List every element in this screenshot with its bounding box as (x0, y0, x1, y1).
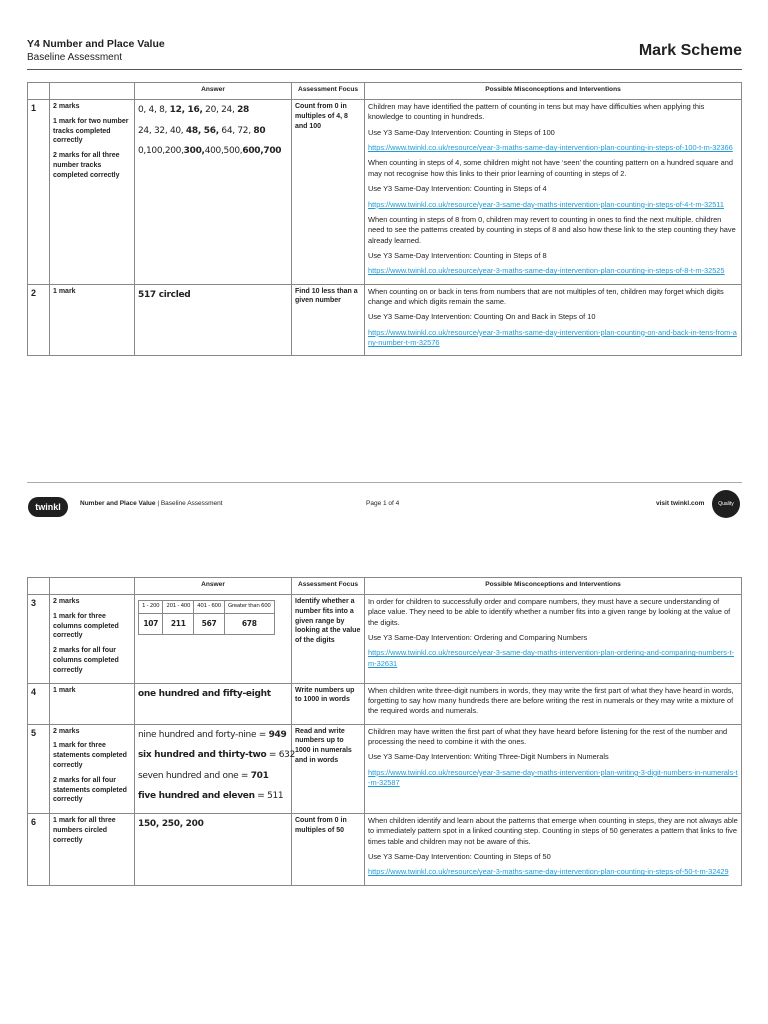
answer-segment: 400,500, (204, 146, 243, 157)
question-number: 1 (28, 100, 50, 285)
answer-line (138, 289, 288, 302)
misconceptions-cell (365, 100, 742, 285)
answer-segment: 48, 56, (185, 125, 219, 136)
misconceptions-cell (365, 683, 742, 724)
misconception-paragraph: Use Y3 Same-Day Intervention: Writing Three-Digit Numbers in Numerals (368, 752, 609, 762)
answer-segment: 24, 32, 40, (138, 125, 186, 136)
misconception-paragraph: When children write three-digit numbers in words, they may write the first part of what they have heard in words, forgetting to say how many hundreds there are before writing the rest in numerals or they may write a mixture of the required words and numerals. (368, 685, 734, 716)
misconceptions-cell (365, 724, 742, 813)
answer-column-header: Answer (135, 578, 292, 595)
intervention-link-paragraph (368, 328, 738, 349)
misconception-paragraph: Children may have written the first part of what they have heard before listening for the rest of the number and processing the need to combine it with the ones. (368, 726, 728, 747)
answer-segment: seven hundred and one = (138, 770, 251, 781)
answer-line (138, 125, 288, 138)
intervention-link-paragraph (368, 200, 738, 210)
question-row-6 (28, 814, 742, 886)
range-table (138, 600, 275, 635)
answer-segment: 150, 250, 200 (138, 819, 204, 830)
intervention-link-paragraph (368, 266, 738, 276)
marks-cell (50, 683, 135, 724)
answer-cell (135, 595, 292, 684)
focus-column-header: Assessment Focus (292, 578, 365, 595)
marks-text: 2 marks for all three number tracks completed correctly (53, 152, 120, 179)
misconception-paragraph: Use Y3 Same-Day Intervention: Ordering and Comparing Numbers (368, 633, 588, 643)
question-row-2 (28, 284, 742, 356)
question-row-1 (28, 100, 742, 285)
intervention-link[interactable]: https://www.twinkl.co.uk/resource/year-3-same-day-maths-intervention-plan-counting-in-steps-of-4-t-m-32511 (368, 199, 724, 209)
marks-cell (50, 100, 135, 285)
misconception-paragraph: Use Y3 Same-Day Intervention: Counting in Steps of 4 (368, 184, 547, 194)
misconceptions-column-header: Possible Misconceptions and Interventions (365, 83, 742, 100)
answer-line (138, 818, 288, 831)
answer-cell (135, 683, 292, 724)
answer-segment: 64, 72, (218, 125, 254, 136)
question-number: 5 (28, 724, 50, 813)
answer-cell (135, 284, 292, 356)
document-subtitle: Baseline Assessment (27, 52, 123, 63)
range-header: Greater than 600 (224, 601, 274, 614)
answer-segment: 517 circled (138, 289, 191, 300)
marks-text: 1 mark (53, 686, 76, 694)
intervention-link[interactable]: https://www.twinkl.co.uk/resource/year-3-maths-same-day-intervention-plan-counting-on-and-back-in-tens-from-any-number-t-m-32576 (368, 327, 737, 348)
misconceptions-column-header: Possible Misconceptions and Interventions (365, 578, 742, 595)
answer-cell (135, 724, 296, 813)
answer-segment: 80 (253, 125, 266, 136)
intervention-link[interactable]: https://www.twinkl.co.uk/resource/year-3-same-day-maths-intervention-plan-ordering-and-comparing-numbers-t-m-32631 (368, 648, 734, 668)
table-header-row (28, 83, 742, 100)
intervention-link-paragraph (368, 768, 738, 789)
header-divider (27, 69, 742, 70)
misconception-paragraph: Children may have identified the pattern of counting in tens but may have difficulties when applying this knowledge to counting in hundreds. (368, 102, 705, 122)
assessment-focus: Count from 0 in multiples of 4, 8 and 100 (292, 100, 365, 285)
assessment-focus: Write numbers up to 1000 in words (292, 683, 365, 724)
assessment-focus: Read and write numbers up to 1000 in numerals and in words (292, 724, 365, 813)
marks-cell (50, 724, 135, 813)
footer-page-number: Page 1 of 4 (366, 500, 400, 507)
answer-line (138, 790, 288, 803)
answer-segment: 0, 4, 8, (138, 105, 170, 115)
question-number: 2 (28, 284, 50, 356)
question-row-5 (28, 724, 742, 813)
range-header: 201 - 400 (163, 601, 194, 614)
marks-text: 1 mark (53, 287, 76, 295)
misconceptions-cell (365, 814, 742, 886)
mark-scheme-heading: Mark Scheme (638, 42, 742, 59)
answer-line (138, 145, 288, 158)
misconception-paragraph: When counting in steps of 4, some children might not have ‘seen’ the counting pattern on a hundred square and may not recognise how this links to their prior learning of counting in steps of 2. (368, 158, 733, 178)
misconceptions-cell (365, 284, 742, 356)
intervention-link[interactable]: https://www.twinkl.co.uk/resource/year-3-maths-same-day-intervention-plan-counting-in-steps-of-100-t-m-32366 (368, 143, 733, 153)
question-number: 6 (28, 814, 50, 886)
table-header-row (28, 578, 742, 595)
question-row-3 (28, 595, 742, 684)
marks-text: 2 marks (53, 103, 80, 110)
answer-column-header: Answer (135, 83, 292, 100)
answer-segment: one hundred and fifty-eight (138, 688, 271, 699)
intervention-link-paragraph (368, 143, 738, 153)
footer-document-name: Number and Place Value | Baseline Assessment (80, 500, 223, 507)
answer-segment: five hundred and eleven (138, 791, 255, 802)
marks-cell: 2 marks 1 mark for three columns completed correctly 2 marks for all four columns completed correctly (50, 595, 135, 684)
document-title: Y4 Number and Place Value (27, 38, 165, 50)
mark-scheme-table-page-1 (27, 82, 742, 356)
marks-text: 2 marks for all four statements completed correctly (53, 776, 127, 804)
answer-segment: = 632 (266, 750, 296, 761)
range-value: 567 (194, 613, 225, 635)
range-header: 1 - 200 (139, 601, 163, 614)
intervention-link-paragraph (368, 648, 738, 669)
answer-segment: 300, (183, 146, 205, 157)
question-number: 3 (28, 595, 50, 684)
misconception-paragraph: When children identify and learn about the patterns that emerge when counting in steps, they are not always able to immediately pattern spot in a linked counting step. Counting in steps of 50 generates a pattern that links to five times table and children may not be aware of this. (368, 816, 738, 846)
marks-cell (50, 284, 135, 356)
marks-text: 1 mark for two number tracks completed correctly (53, 117, 129, 145)
mark-scheme-table-page-2 (27, 577, 742, 886)
misconception-paragraph: When counting on or back in tens from numbers that are not multiples of ten, children may forget which digits change and which digits remain the same. (368, 286, 724, 307)
range-value: 678 (224, 613, 274, 635)
answer-cell (135, 814, 292, 886)
intervention-link[interactable]: https://www.twinkl.co.uk/resource/year-3-maths-same-day-intervention-plan-counting-in-steps-of-50-t-m-32429 (368, 867, 729, 877)
assessment-focus: Count from 0 in multiples of 50 (292, 814, 365, 886)
answer-cell (135, 100, 292, 285)
answer-segment: six hundred and thirty-two (138, 750, 267, 761)
footer-website-link[interactable]: visit twinkl.com (656, 500, 705, 507)
misconception-paragraph: In order for children to successfully order and compare numbers, they must have a secure understanding of place value. They need to be able to identify whether a number fits into a given range by looking at the value of the digits. (368, 597, 731, 627)
intervention-link[interactable]: https://www.twinkl.co.uk/resource/year-3-maths-same-day-intervention-plan-counting-in-steps-of-8-t-m-32525 (368, 266, 725, 276)
misconceptions-cell (365, 595, 742, 684)
range-value: 211 (163, 613, 194, 635)
answer-segment: 20, 24, (202, 105, 238, 115)
misconception-paragraph: When counting in steps of 8 from 0, children may revert to counting in ones to find the next multiple. children need to see the patterns created by counting in steps of 8 and also how these link to the step counting they have already learned. (368, 214, 736, 245)
answer-segment: 28 (237, 105, 250, 115)
question-number: 4 (28, 683, 50, 724)
marks-text: 1 mark for three statements completed correctly (53, 742, 127, 770)
answer-segment: 0,100,200, (138, 146, 184, 157)
misconception-paragraph: Use Y3 Same-Day Intervention: Counting in Steps of 50 (368, 852, 551, 862)
range-header: 401 - 600 (194, 601, 225, 614)
answer-line (138, 688, 288, 701)
focus-column-header: Assessment Focus (292, 83, 365, 100)
assessment-focus: Identify whether a number fits into a given range by looking at the value of the digits (292, 595, 365, 684)
answer-segment: = 511 (254, 791, 284, 802)
intervention-link[interactable]: https://www.twinkl.co.uk/resource/year-3-same-day-maths-intervention-plan-writing-3-digit-numbers-in-numerals-t-m-32587 (368, 767, 738, 788)
range-value: 107 (139, 613, 163, 635)
answer-segment: 12, 16, (169, 105, 203, 115)
twinkl-logo[interactable]: twinkl (28, 497, 68, 517)
answer-line (138, 729, 288, 742)
assessment-focus: Find 10 less than a given number (292, 284, 365, 356)
answer-line (138, 104, 288, 117)
answer-segment: nine hundred and forty-nine = (138, 729, 269, 740)
question-row-4 (28, 683, 742, 724)
answer-segment: 600,700 (242, 146, 282, 157)
marks-text: 1 mark for all three numbers circled correctly (53, 817, 116, 844)
answer-segment: 949 (268, 729, 287, 740)
intervention-link-paragraph (368, 867, 738, 877)
answer-line (138, 749, 296, 762)
misconception-paragraph: Use Y3 Same-Day Intervention: Counting in Steps of 100 (368, 127, 555, 137)
answer-segment: 701 (250, 770, 269, 781)
answer-line (138, 770, 288, 783)
misconception-paragraph: Use Y3 Same-Day Intervention: Counting On and Back in Steps of 10 (368, 312, 596, 322)
misconception-paragraph: Use Y3 Same-Day Intervention: Counting in Steps of 8 (368, 250, 547, 260)
quality-standard-badge: Quality Standard (712, 490, 740, 518)
marks-text: 2 marks (53, 727, 80, 735)
marks-cell (50, 814, 135, 886)
